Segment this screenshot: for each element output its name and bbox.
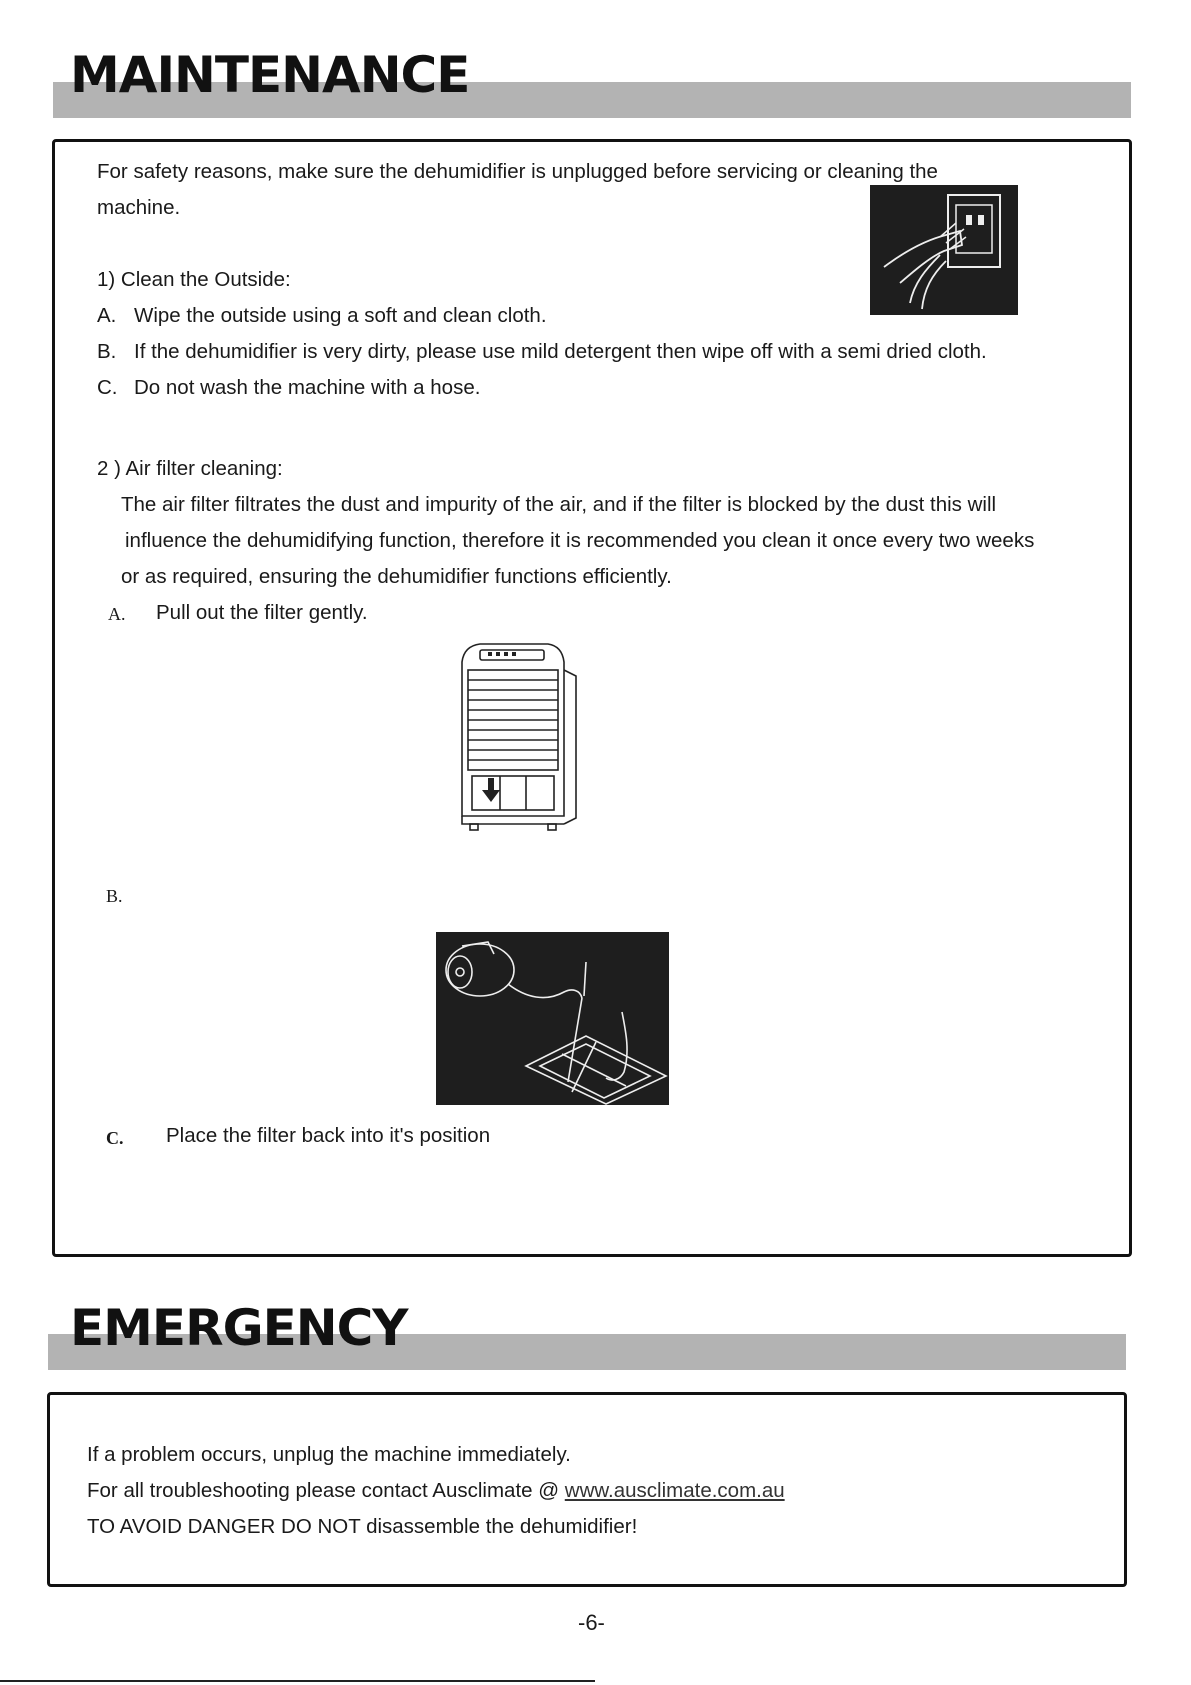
dehumidifier-illustration	[450, 640, 590, 832]
emergency-line-3: TO AVOID DANGER DO NOT disassemble the dehumidifier!	[87, 1515, 638, 1538]
footer-divider	[0, 1680, 595, 1682]
emergency-contact-text: For all troubleshooting please contact Ausclimate @	[87, 1479, 565, 1502]
outside-item-a-text: Wipe the outside using a soft and clean cloth.	[134, 304, 547, 327]
emergency-heading: EMERGENCY	[70, 1299, 408, 1357]
intro-line-1: For safety reasons, make sure the dehumidifier is unplugged before servicing or cleaning the	[97, 160, 938, 183]
emergency-line-2	[87, 1479, 785, 1504]
unplug-illustration	[870, 185, 1018, 315]
emergency-line-1: If a problem occurs, unplug the machine immediately.	[87, 1443, 571, 1466]
filter-step-c-text: Place the filter back into it's position	[166, 1124, 491, 1147]
outside-item-b-text: If the dehumidifier is very dirty, please use mild detergent then wipe off with a semi dried cloth.	[134, 340, 987, 363]
filter-step-a-text: Pull out the filter gently.	[156, 601, 368, 624]
filter-title: 2 ) Air filter cleaning:	[97, 457, 283, 480]
filter-desc-line-1: The air filter filtrates the dust and impurity of the air, and if the filter is blocked by the dust this will	[121, 493, 997, 516]
ausclimate-website-link[interactable]: www.ausclimate.com.au	[564, 1479, 785, 1502]
outside-item-b-marker: B.	[97, 340, 117, 363]
outside-item-c-marker: C.	[97, 376, 118, 399]
outside-item-a-marker: A.	[97, 304, 117, 327]
filter-step-c-marker: C.	[106, 1128, 124, 1148]
intro-line-2: machine.	[97, 196, 181, 219]
page-number: -6-	[578, 1610, 605, 1635]
maintenance-heading: MAINTENANCE	[70, 46, 470, 104]
outside-item-c-text: Do not wash the machine with a hose.	[134, 376, 481, 399]
filter-desc-line-2: influence the dehumidifying function, therefore it is recommended you clean it once every two weeks	[125, 529, 1035, 552]
vacuum-filter-illustration	[436, 932, 669, 1105]
filter-step-b-marker: B.	[106, 886, 123, 906]
outside-title: 1) Clean the Outside:	[97, 268, 291, 291]
filter-step-a-marker: A.	[108, 604, 126, 624]
filter-desc-line-3: or as required, ensuring the dehumidifier functions efficiently.	[121, 565, 672, 588]
